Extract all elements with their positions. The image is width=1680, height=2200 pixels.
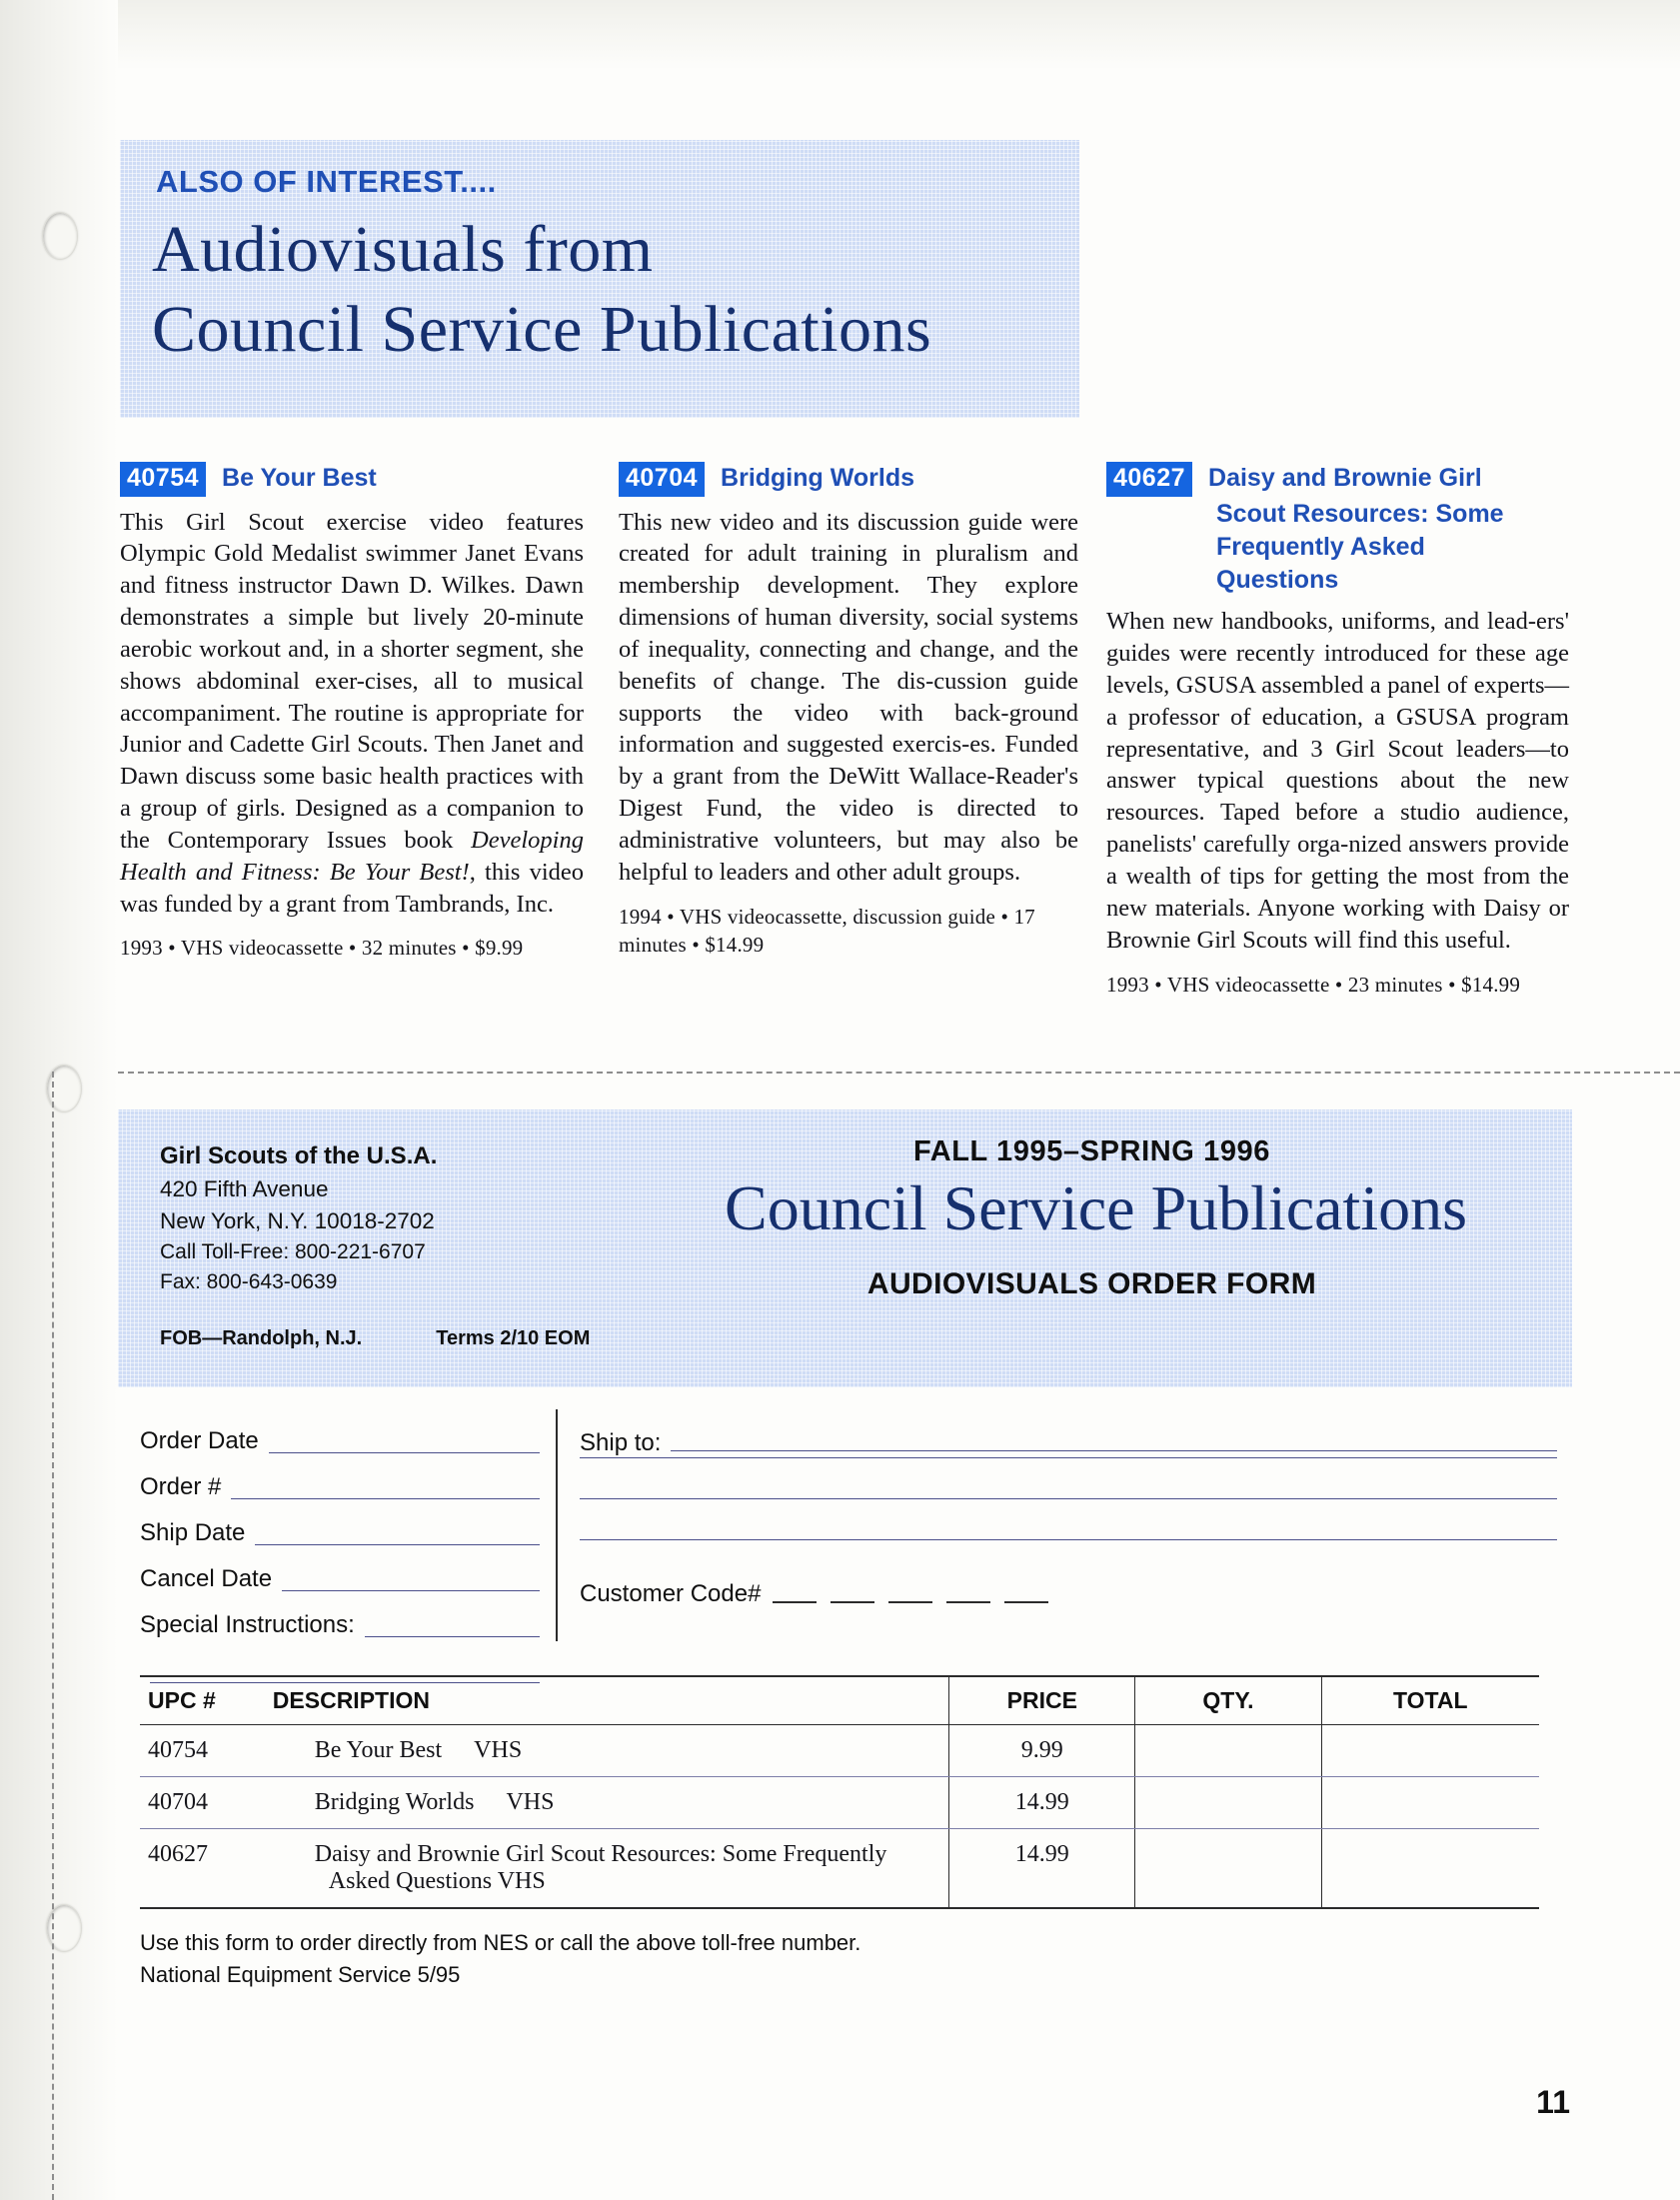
tear-line-vertical <box>52 1072 54 2200</box>
cancel-date-field[interactable] <box>140 1551 540 1597</box>
cell-description-text <box>273 1841 940 1895</box>
special-instructions-input[interactable] <box>365 1636 540 1637</box>
product-title: Be Your Best <box>222 464 377 492</box>
ship-to-fields <box>580 1413 1557 1608</box>
cell-upc: 40627 <box>140 1829 265 1909</box>
form-title: Council Service Publications <box>725 1172 1467 1243</box>
cell-upc: 40754 <box>140 1725 265 1777</box>
product-code-badge: 40754 <box>120 462 206 497</box>
product-title-line-4: Questions <box>1216 566 1339 594</box>
cell-total-input[interactable] <box>1321 1725 1539 1777</box>
cancel-date-label: Cancel Date <box>140 1565 273 1592</box>
terms-label: Terms 2/10 EOM <box>436 1327 591 1349</box>
ship-to-input-line-4[interactable] <box>580 1539 1557 1540</box>
special-instructions-field[interactable] <box>140 1597 540 1643</box>
cell-description-line-1: Daisy and Brownie Girl Scout Resources: Some Frequently <box>314 1841 887 1867</box>
cell-format: VHS <box>506 1789 555 1815</box>
footnote-line-2: National Equipment Service 5/95 <box>140 1961 461 1987</box>
product-title-line-2: Scout Resources: Some <box>1216 499 1504 528</box>
form-subtitle: AUDIOVISUALS ORDER FORM <box>866 1267 1317 1300</box>
cell-description <box>265 1829 949 1909</box>
order-date-field[interactable] <box>140 1413 540 1459</box>
ship-date-label: Ship Date <box>140 1519 246 1546</box>
product-meta: 1993 • VHS videocassette • 32 minutes • $9.99 <box>120 936 524 961</box>
form-season: FALL 1995–SPRING 1996 <box>912 1135 1271 1167</box>
customer-code-boxes[interactable] <box>773 1601 1062 1603</box>
product-title: Daisy and Brownie Girl <box>1208 464 1482 492</box>
cell-price: 14.99 <box>949 1829 1135 1909</box>
product-description-italic: Developing Health and Fitness: Be Your Best! <box>120 826 584 886</box>
cell-qty-input[interactable] <box>1135 1725 1321 1777</box>
binder-hole-icon <box>42 212 78 260</box>
footnote-line-1: Use this form to order directly from NES or call the above toll-free number. <box>140 1930 861 1955</box>
order-form <box>118 1109 1567 1991</box>
order-form-header <box>118 1109 1572 1387</box>
column-header-total: TOTAL <box>1321 1676 1539 1725</box>
order-number-label: Order # <box>140 1473 222 1500</box>
ship-date-input[interactable] <box>255 1544 540 1545</box>
ship-date-field[interactable] <box>140 1505 540 1551</box>
cell-upc: 40704 <box>140 1777 265 1829</box>
customer-code-label: Customer Code# <box>580 1580 762 1607</box>
cell-total-input[interactable] <box>1321 1777 1539 1829</box>
cell-price: 9.99 <box>949 1725 1135 1777</box>
page-number: 11 <box>1536 2084 1570 2120</box>
page-top-shading <box>0 0 1680 70</box>
cell-format: VHS <box>474 1737 523 1763</box>
customer-code-box[interactable] <box>946 1601 990 1603</box>
table-row <box>140 1829 1539 1909</box>
tear-line-horizontal <box>118 1072 1680 1074</box>
product-description <box>1106 606 1569 956</box>
order-form-fields <box>118 1413 1567 1663</box>
product-description <box>120 507 584 921</box>
column-header-price: PRICE <box>949 1676 1135 1725</box>
special-instructions-input-line-2[interactable] <box>150 1682 540 1683</box>
toll-free-phone: Call Toll-Free: 800-221-6707 <box>160 1239 426 1263</box>
cell-description-text: Be Your Best <box>314 1737 443 1763</box>
address-line-2: New York, N.Y. 10018-2702 <box>160 1208 435 1234</box>
product-column-1 <box>120 462 584 963</box>
ship-to-field[interactable] <box>580 1413 1557 1457</box>
product-heading <box>1106 462 1569 596</box>
banner-title-line-2: Council Service Publications <box>152 293 932 366</box>
special-instructions-field-line-2[interactable] <box>140 1643 540 1689</box>
ship-to-input-line-1[interactable] <box>671 1450 1557 1451</box>
customer-code-box[interactable] <box>831 1601 874 1603</box>
product-meta: 1993 • VHS videocassette • 23 minutes • $14.99 <box>1106 972 1521 997</box>
column-header-upc: UPC # <box>148 1687 216 1713</box>
order-info-fields <box>140 1413 540 1689</box>
banner-title-line-1: Audiovisuals from <box>152 213 654 286</box>
customer-code-box[interactable] <box>1004 1601 1048 1603</box>
product-heading <box>619 462 1078 497</box>
cell-price: 14.99 <box>949 1777 1135 1829</box>
column-header-qty: QTY. <box>1135 1676 1321 1725</box>
product-meta: 1994 • VHS videocassette, discussion guide • 17 minutes • $14.99 <box>619 904 1035 957</box>
order-date-label: Order Date <box>140 1427 259 1454</box>
product-description-part-1: This Girl Scout exercise video features Olympic Gold Medalist swimmer Janet Evans and fitness instructor Dawn D. Wilkes. Dawn demonstrates a simple but lively 20-minute aerobic workout and, in a shorter segment, she shows abdominal exer-cises, all to musical accompaniment. The routine is appropriate for Junior and Cadette Girl Scouts. Then Janet and Dawn discuss some basic health practices with a group of girls. Designed as a companion to the Contemporary Issues book <box>120 508 584 854</box>
special-instructions-label: Special Instructions: <box>140 1611 355 1638</box>
header-banner <box>120 140 1079 418</box>
cancel-date-input[interactable] <box>282 1590 540 1591</box>
cell-qty-input[interactable] <box>1135 1777 1321 1829</box>
customer-code-box[interactable] <box>773 1601 817 1603</box>
fob-label: FOB—Randolph, N.J. <box>160 1327 363 1349</box>
form-footnote <box>140 1927 1567 1991</box>
order-date-input[interactable] <box>269 1452 540 1453</box>
product-description-part-1: This new video and its discussion guide were created for adult training in pluralism and membership development. They explore dimensions of human diversity, social systems of inequality, connecting and change, and the benefits of change. The dis-cussion guide supports the video with back-ground information and suggested exercis-es. Funded by a grant from the DeWitt Wallace-Reader's Digest Fund, the video is directed to administrative volunteers, but may also be helpful to leaders and other adult groups. <box>619 508 1078 886</box>
sender-address <box>160 1139 437 1297</box>
organization-name: Girl Scouts of the U.S.A. <box>160 1142 438 1169</box>
fields-divider <box>556 1409 558 1641</box>
product-description-part-1: When new handbooks, uniforms, and lead-ers' guides were recently introduced for these age levels, GSUSA assembled a panel of experts—a professor of education, a GSUSA program representative, and 3 Girl Scout leaders—to answer typical questions about the new resources. Taped before a studio audience, panelists' carefully orga-nized answers provide a wealth of tips for getting the most from the new materials. Anyone working with Daisy or Brownie Girl Scouts will find this useful. <box>1106 608 1569 954</box>
product-code-badge: 40704 <box>619 462 705 497</box>
ship-to-input-line-2[interactable] <box>580 1457 1557 1458</box>
product-description <box>619 507 1078 889</box>
order-items-table <box>140 1675 1539 1909</box>
product-column-3 <box>1106 462 1569 999</box>
product-column-2 <box>619 462 1078 959</box>
table-row <box>140 1725 1539 1777</box>
order-number-field[interactable] <box>140 1459 540 1505</box>
product-heading <box>120 462 584 497</box>
table-body <box>140 1725 1539 1909</box>
product-title: Bridging Worlds <box>721 464 915 492</box>
cell-description <box>265 1725 949 1777</box>
product-title-line-3: Frequently Asked <box>1216 532 1425 561</box>
ship-to-label: Ship to: <box>580 1429 662 1456</box>
banner-kicker: ALSO OF INTEREST.... <box>156 164 497 199</box>
cell-description-line-2: Asked Questions VHS <box>328 1868 546 1894</box>
column-header-description: DESCRIPTION <box>272 1687 430 1713</box>
cell-description <box>265 1777 949 1829</box>
address-line-1: 420 Fifth Avenue <box>160 1176 329 1202</box>
cell-description-text: Bridging Worlds <box>314 1789 475 1815</box>
customer-code-box[interactable] <box>888 1601 932 1603</box>
order-number-input[interactable] <box>231 1498 540 1499</box>
terms-row <box>160 1327 610 1350</box>
fax-number: Fax: 800-643-0639 <box>160 1269 338 1293</box>
cell-total-input[interactable] <box>1321 1829 1539 1909</box>
cell-qty-input[interactable] <box>1135 1829 1321 1909</box>
table-row <box>140 1777 1539 1829</box>
product-description-part-2: , this video was funded by a grant from Tambrands, Inc. <box>120 858 584 918</box>
ship-to-input-line-3[interactable] <box>580 1498 1557 1499</box>
customer-code-field[interactable] <box>580 1580 1557 1608</box>
product-code-badge: 40627 <box>1106 462 1192 497</box>
